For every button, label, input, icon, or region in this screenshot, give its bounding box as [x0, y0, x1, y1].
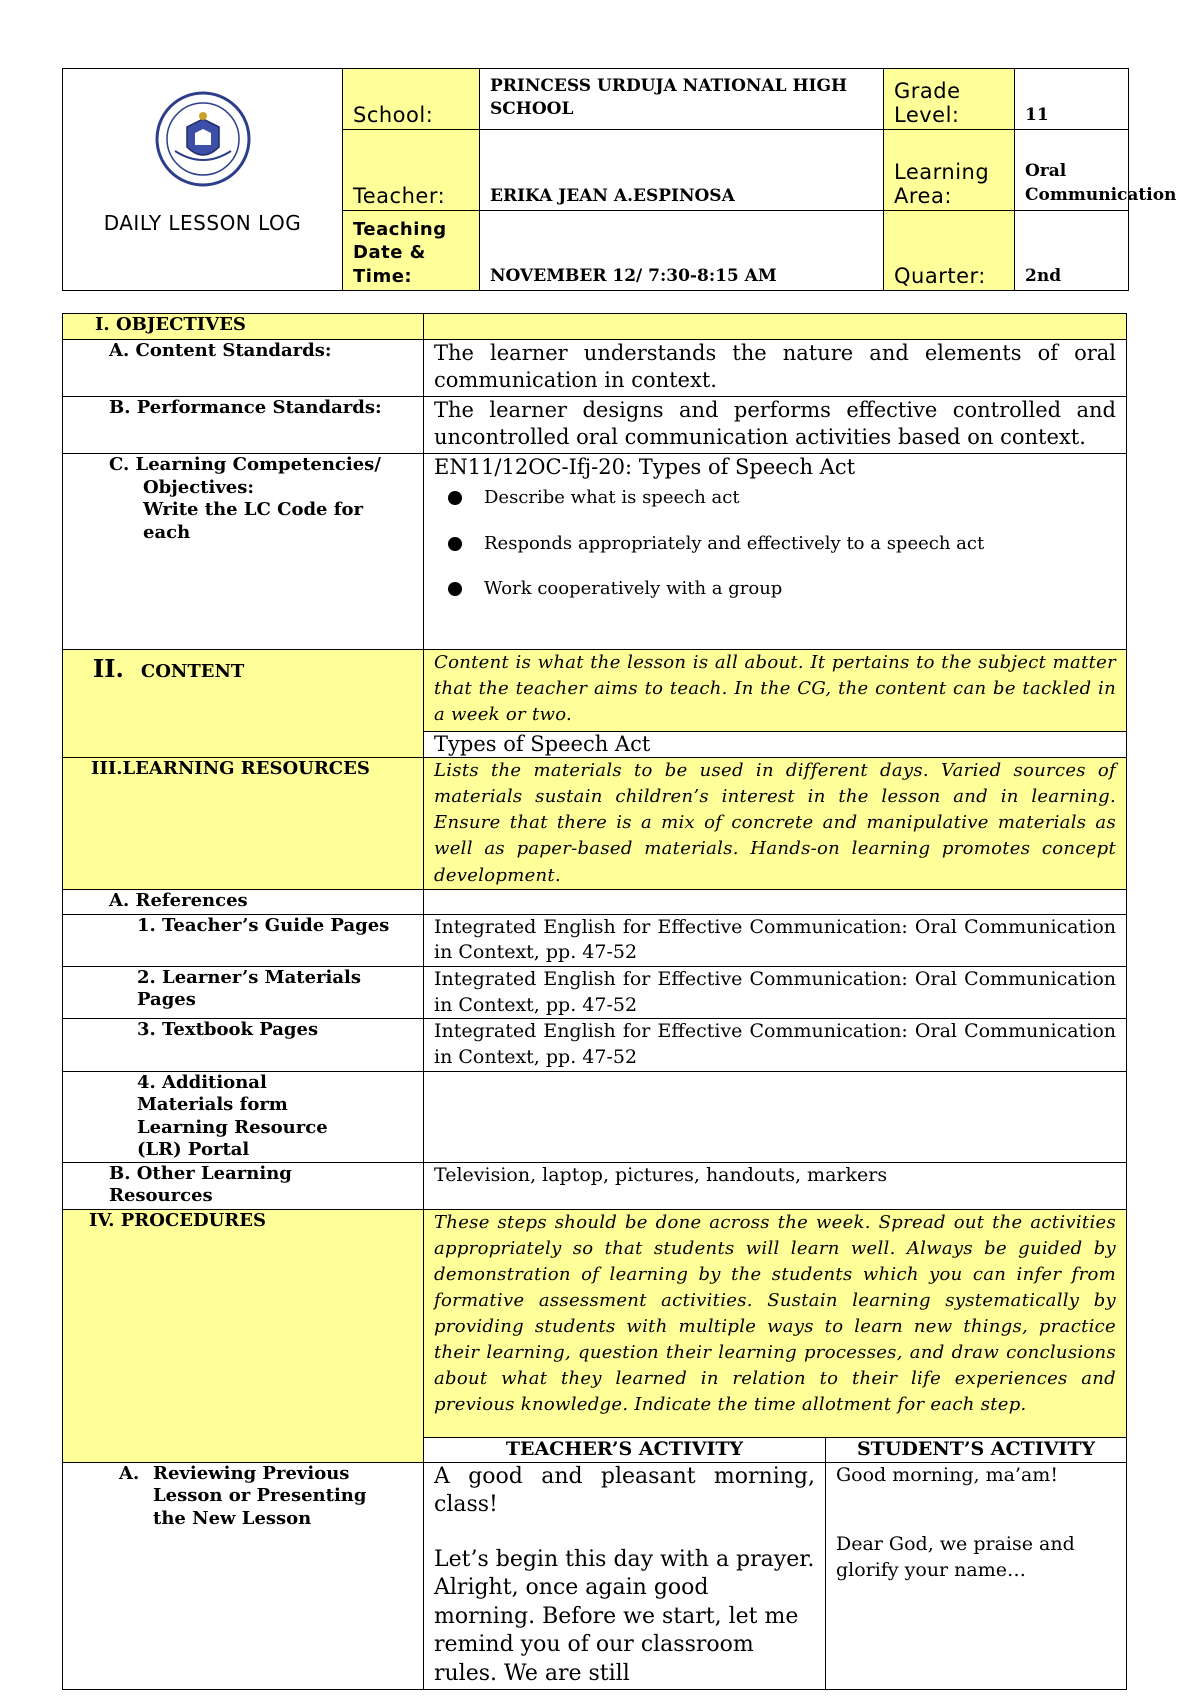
content-heading-num: II.	[93, 654, 124, 683]
student-activity-header: STUDENT’S ACTIVITY	[826, 1437, 1127, 1462]
bullet-icon	[448, 582, 462, 596]
competencies-label-cell	[63, 454, 424, 650]
lm-label: 2. Learner’s Materials Pages	[137, 966, 361, 1011]
lm-value: Integrated English for Effective Communication: Oral Communication in Context, pp. 47-52	[424, 966, 1127, 1018]
references-label-cell	[63, 889, 424, 914]
competencies-label-3: Write the LC Code for each	[143, 499, 363, 543]
bullet-icon	[448, 537, 462, 551]
objectives-blank-cell	[424, 314, 1127, 340]
date-label: Teaching Date & Time:	[343, 211, 480, 291]
learning-area-value: Oral Communication	[1015, 130, 1129, 211]
content-heading: CONTENT	[140, 661, 245, 682]
performance-standards-label: B. Performance Standards:	[109, 397, 382, 418]
list-item: Work cooperatively with a group	[434, 578, 1116, 600]
resources-heading-cell	[63, 758, 424, 889]
lm-label-cell	[63, 966, 424, 1018]
am-label: 4. Additional Materials form Learning Resource (LR) Portal	[137, 1071, 328, 1160]
deped-seal-icon	[153, 89, 253, 189]
objectives-heading: I. OBJECTIVES	[95, 314, 246, 335]
teacher-value: ERIKA JEAN A.ESPINOSA	[480, 130, 884, 211]
quarter-label: Quarter:	[884, 211, 1015, 291]
competencies-value-cell	[424, 454, 1127, 650]
document-title: DAILY LESSON LOG	[103, 211, 302, 235]
school-label: School:	[343, 69, 480, 130]
procedures-heading-cell	[63, 1209, 424, 1462]
content-standards-label: A. Content Standards:	[109, 340, 332, 361]
teacher-instructions: Let’s begin this day with a prayer. Alright, once again good morning. Before we start, let me remind you of our classroom rules. We are still	[434, 1546, 815, 1687]
performance-standards-label-cell	[63, 397, 424, 454]
content-standards-value: The learner understands the nature and elements of oral communication in context.	[424, 340, 1127, 397]
lc-code: EN11/12OC-Ifj-20: Types of Speech Act	[434, 455, 856, 479]
list-item: Responds appropriately and effectively to a speech act	[434, 533, 1116, 555]
review-label: Reviewing Previous Lesson or Presenting the New Lesson	[153, 1462, 367, 1529]
competencies-label-2: Objectives:	[143, 476, 255, 498]
title-cell	[63, 69, 343, 291]
learning-area-label: Learning Area:	[884, 130, 1015, 211]
procedures-description: These steps should be done across the week. Spread out the activities appropriately so that students will learn well. Always be guided by demonstration of learning by the students which you can infer from formative assessment activities. Sustain learning systematically by providing students with multiple ways to learn new things, practice their learning, question their learning processes, and draw conclusions about what they learned in relation to their life experiences and previous knowledge. Indicate the time allotment for each step.	[424, 1209, 1127, 1437]
date-value: NOVEMBER 12/ 7:30-8:15 AM	[480, 211, 884, 291]
other-value: Television, laptop, pictures, handouts, markers	[424, 1162, 1127, 1209]
references-label: A. References	[109, 889, 248, 911]
review-label-cell	[63, 1462, 424, 1689]
resources-heading: III.LEARNING RESOURCES	[91, 758, 370, 780]
student-activity-cell	[826, 1462, 1127, 1689]
procedures-heading: IV. PROCEDURES	[89, 1209, 266, 1231]
other-label: B. Other Learning Resources	[109, 1162, 292, 1206]
tb-label: 3. Textbook Pages	[137, 1019, 319, 1041]
teacher-activity-cell	[424, 1462, 826, 1689]
content-topic: Types of Speech Act	[424, 732, 1127, 758]
grade-value: 11	[1015, 69, 1129, 130]
teacher-greeting: A good and pleasant morning, class!	[434, 1463, 815, 1518]
objectives-heading-cell	[63, 314, 424, 340]
tg-value: Integrated English for Effective Communication: Oral Communication in Context, pp. 47-52	[424, 914, 1127, 966]
bullet-icon	[448, 491, 462, 505]
content-standards-label-cell	[63, 340, 424, 397]
am-value	[424, 1071, 1127, 1162]
lesson-table	[62, 313, 1127, 1690]
resources-description: Lists the materials to be used in different days. Varied sources of materials sustain children’s interest in the lesson and in learning. Ensure that there is a mix of concrete and manipulative materials as well as paper-based materials. Hands-on learning promotes concept development.	[424, 758, 1127, 889]
list-item: Describe what is speech act	[434, 487, 1116, 509]
am-label-cell	[63, 1071, 424, 1162]
teacher-label: Teacher:	[343, 130, 480, 211]
tg-label: 1. Teacher’s Guide Pages	[137, 914, 390, 936]
content-description: Content is what the lesson is all about. It pertains to the subject matter that the teacher aims to teach. In the CG, the content can be tackled in a week or two.	[424, 650, 1127, 732]
student-greeting: Good morning, ma’am!	[836, 1463, 1058, 1486]
tg-label-cell	[63, 914, 424, 966]
references-blank-cell	[424, 889, 1127, 914]
tb-label-cell	[63, 1019, 424, 1071]
grade-label: Grade Level:	[884, 69, 1015, 130]
content-heading-cell	[63, 650, 424, 758]
student-prayer: Dear God, we praise and glorify your name…	[836, 1533, 1075, 1581]
teacher-activity-header: TEACHER’S ACTIVITY	[424, 1437, 826, 1462]
header-table	[62, 68, 1177, 291]
school-value: PRINCESS URDUJA NATIONAL HIGH SCHOOL	[480, 69, 884, 130]
other-label-cell	[63, 1162, 424, 1209]
lc-list	[434, 487, 1116, 600]
performance-standards-value: The learner designs and performs effective controlled and uncontrolled oral communication activities based on context.	[424, 397, 1127, 454]
competencies-label-1: C. Learning Competencies/	[109, 454, 381, 475]
review-label-letter: A.	[119, 1462, 140, 1484]
quarter-value: 2nd	[1015, 211, 1129, 291]
tb-value: Integrated English for Effective Communication: Oral Communication in Context, pp. 47-52	[424, 1019, 1127, 1071]
